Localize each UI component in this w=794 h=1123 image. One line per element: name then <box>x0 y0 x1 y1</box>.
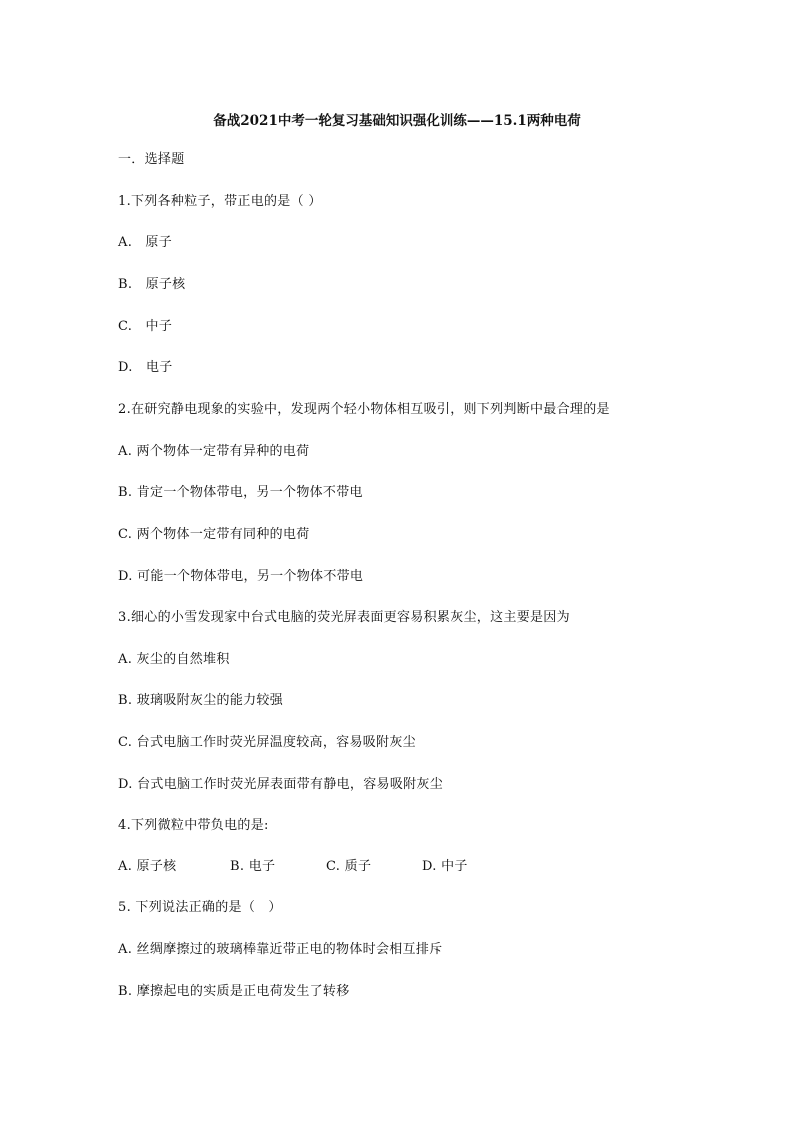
question-1-option-d: D. 电子 <box>118 360 173 375</box>
question-1-option-b: B. 原子核 <box>118 277 186 292</box>
question-4-stem: 4.下列微粒中带负电的是: <box>118 818 269 833</box>
question-3-stem: 3.细心的小雪发现家中台式电脑的荧光屏表面更容易积累灰尘，这主要是因为 <box>118 610 570 625</box>
question-5-stem: 5. 下列说法正确的是（ ） <box>118 900 282 915</box>
question-2-option-d: D. 可能一个物体带电，另一个物体不带电 <box>118 569 364 584</box>
question-3-option-d: D. 台式电脑工作时荧光屏表面带有静电，容易吸附灰尘 <box>118 777 444 792</box>
question-2-option-c: C. 两个物体一定带有同种的电荷 <box>118 527 310 542</box>
question-1-stem: 1.下列各种粒子，带正电的是（ ） <box>118 194 322 209</box>
question-4-option-a: A. 原子核 <box>118 859 177 874</box>
section-heading: 一．选择题 <box>118 152 185 167</box>
question-1-option-a: A. 原子 <box>118 235 173 250</box>
question-3-option-b: B. 玻璃吸附灰尘的能力较强 <box>118 693 284 708</box>
question-1-option-c: C. 中子 <box>118 319 173 334</box>
document-title: 备战2021中考一轮复习基础知识强化训练——15.1两种电荷 <box>213 113 581 129</box>
question-4-option-b: B. 电子 <box>230 859 276 874</box>
question-3-option-c: C. 台式电脑工作时荧光屏温度较高，容易吸附灰尘 <box>118 735 416 750</box>
question-2-stem: 2.在研究静电现象的实验中，发现两个轻小物体相互吸引，则下列判断中最合理的是 <box>118 402 610 417</box>
question-4-option-c: C. 质子 <box>326 859 372 874</box>
question-2-option-b: B. 肯定一个物体带电，另一个物体不带电 <box>118 485 363 500</box>
question-3-option-a: A. 灰尘的自然堆积 <box>118 652 230 667</box>
question-5-option-b: B. 摩擦起电的实质是正电荷发生了转移 <box>118 984 350 999</box>
question-2-option-a: A. 两个物体一定带有异种的电荷 <box>118 444 310 459</box>
question-4-option-d: D. 中子 <box>422 859 468 874</box>
question-5-option-a: A. 丝绸摩擦过的玻璃棒靠近带正电的物体时会相互排斥 <box>118 942 443 957</box>
